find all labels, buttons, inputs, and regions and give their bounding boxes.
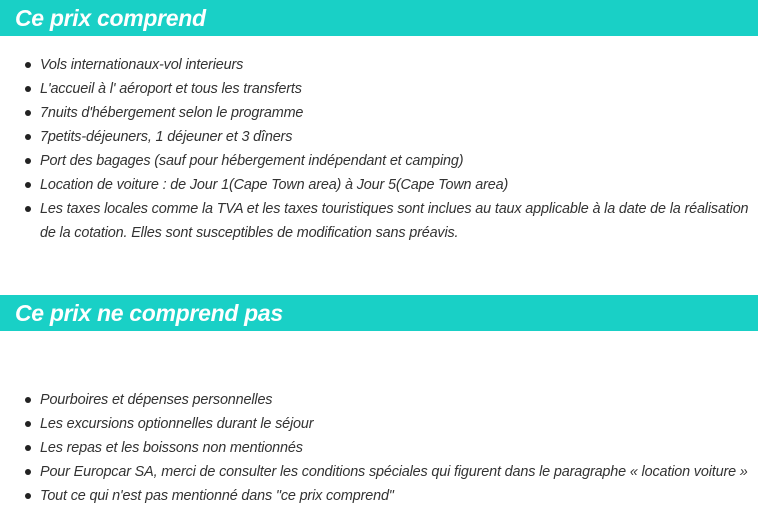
list-item-text: L'accueil à l' aéroport et tous les transferts [40,81,302,97]
bullet-icon [25,182,31,188]
list-item [0,412,758,436]
bullet-icon [25,397,31,403]
list-item [0,436,758,460]
list-item-text: Les repas et les boissons non mentionnés [40,440,303,456]
bullet-icon [25,62,31,68]
list-item-text: Pourboires et dépenses personnelles [40,392,273,408]
list-item [0,53,758,77]
bullet-icon [25,493,31,499]
list-item [0,460,758,484]
bullet-icon [25,206,31,212]
list-item-text: 7petits-déjeuners, 1 déjeuner et 3 dîners [40,129,293,145]
list-item-text: Les excursions optionnelles durant le séjour [40,416,314,432]
list-item-text: Les taxes locales comme la TVA et les taxes touristiques sont inclues au taux applicable à la date de la réalisation de la cotation. Elles sont susceptibles de modification sans préavis. [40,201,749,241]
excluded-section-header [0,295,758,331]
list-item [0,125,758,149]
included-section-title: Ce prix comprend [15,5,206,31]
list-item [0,149,758,173]
list-item [0,77,758,101]
list-item-text: Port des bagages (sauf pour hébergement indépendant et camping) [40,153,464,169]
list-item-text: Location de voiture : de Jour 1(Cape Town area) à Jour 5(Cape Town area) [40,177,509,193]
list-item [0,484,758,508]
bullet-icon [25,110,31,116]
bullet-icon [25,134,31,140]
excluded-items-list [0,388,758,508]
bullet-icon [25,469,31,475]
list-item-text: Tout ce qui n'est pas mentionné dans "ce prix comprend" [40,488,394,504]
bullet-icon [25,445,31,451]
bullet-icon [25,158,31,164]
bullet-icon [25,86,31,92]
list-item [0,197,758,245]
list-item [0,388,758,412]
bullet-icon [25,421,31,427]
list-item [0,101,758,125]
list-item-text: Vols internationaux-vol interieurs [40,57,244,73]
list-item [0,173,758,197]
included-items-list [0,53,758,245]
list-item-text: Pour Europcar SA, merci de consulter les conditions spéciales qui figurent dans le paragraphe « location voiture » [40,464,748,480]
included-section-header [0,0,758,36]
list-item-text: 7nuits d'hébergement selon le programme [40,105,304,121]
excluded-section-title: Ce prix ne comprend pas [15,300,283,326]
